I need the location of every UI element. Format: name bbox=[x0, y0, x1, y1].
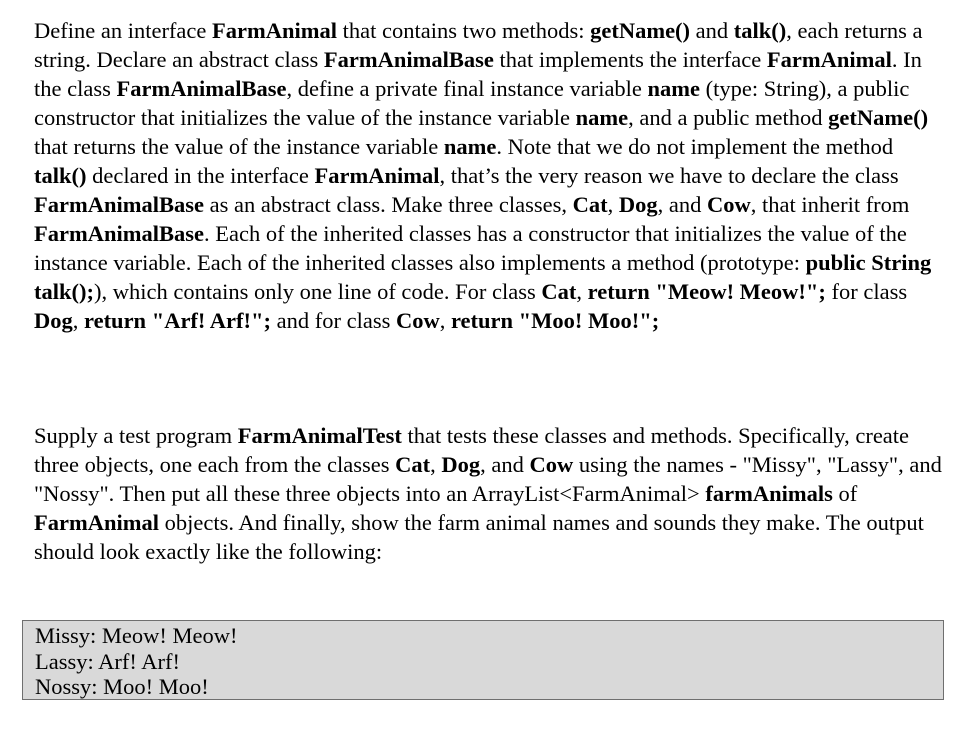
bold-text: farmAnimals bbox=[705, 481, 833, 506]
bold-text: FarmAnimalBase bbox=[116, 76, 287, 101]
bold-text: Cat bbox=[395, 452, 431, 477]
output-line: Nossy: Moo! Moo! bbox=[35, 674, 209, 699]
text: of bbox=[832, 481, 858, 506]
bold-text: name bbox=[647, 76, 701, 101]
bold-text: FarmAnimal bbox=[212, 18, 337, 43]
text: that contains two methods: bbox=[337, 18, 591, 43]
text: , that inherit from bbox=[750, 192, 910, 217]
text: , bbox=[576, 279, 588, 304]
bold-text: FarmAnimalBase bbox=[34, 221, 204, 246]
bold-text: getName() bbox=[590, 18, 691, 43]
expected-output-box bbox=[22, 620, 944, 700]
text: , and bbox=[657, 192, 707, 217]
bold-text: Dog bbox=[34, 308, 73, 333]
text: , bbox=[72, 308, 84, 333]
text: declared in the interface bbox=[86, 163, 315, 188]
text: , bbox=[439, 308, 451, 333]
output-line: Lassy: Arf! Arf! bbox=[35, 648, 180, 674]
text: and for class bbox=[271, 308, 396, 333]
bold-text: Dog bbox=[618, 192, 658, 217]
bold-text: Dog bbox=[441, 452, 481, 477]
bold-text: FarmAnimalBase bbox=[323, 47, 494, 72]
bold-text: getName() bbox=[828, 105, 929, 130]
bold-text: FarmAnimalBase bbox=[34, 192, 204, 217]
text: (type: String), a public constructor that initializes the value of the instance variable bbox=[34, 76, 910, 130]
text: , bbox=[607, 192, 619, 217]
text: that tests these classes and methods. Specifically, create three objects, one each from the classes bbox=[34, 423, 910, 477]
text: and bbox=[690, 18, 734, 43]
bold-text: Cow bbox=[395, 308, 440, 333]
bold-text: return "Meow! Meow!"; bbox=[587, 279, 826, 304]
text: objects. And finally, show the farm animal names and sounds they make. The output should look exactly like the following: bbox=[34, 510, 924, 564]
text: Supply a test program bbox=[34, 423, 238, 448]
text: . In the class bbox=[34, 47, 922, 101]
bold-text: return "Moo! Moo!"; bbox=[450, 308, 660, 333]
bold-text: return "Arf! Arf!"; bbox=[84, 308, 271, 333]
bold-text: name bbox=[575, 105, 629, 130]
text: , and bbox=[480, 452, 530, 477]
text: for class bbox=[825, 279, 908, 304]
text: using the names - "Missy", "Lassy", and "Nossy". Then put all these three objects into an ArrayList<FarmAnimal> bbox=[34, 452, 942, 506]
text: , bbox=[430, 452, 442, 477]
bold-text: Cat bbox=[541, 279, 577, 304]
text: , each returns a string. Declare an abstract class bbox=[34, 18, 923, 72]
paragraph-2 bbox=[34, 421, 944, 566]
output-line: Missy: Meow! Meow! bbox=[35, 623, 238, 648]
text: . Note that we do not implement the method bbox=[496, 134, 894, 159]
bold-text: Cow bbox=[706, 192, 751, 217]
bold-text: talk() bbox=[34, 163, 87, 188]
bold-text: FarmAnimal bbox=[34, 510, 159, 535]
text: that implements the interface bbox=[493, 47, 767, 72]
text: , that’s the very reason we have to declare the class bbox=[439, 163, 899, 188]
bold-text: talk() bbox=[733, 18, 787, 43]
text: that returns the value of the instance variable bbox=[34, 134, 444, 159]
text: as an abstract class. Make three classes, bbox=[203, 192, 573, 217]
paragraph-1 bbox=[34, 16, 944, 335]
text: Define an interface bbox=[34, 18, 213, 43]
text: , define a private final instance variable bbox=[286, 76, 648, 101]
text: , and a public method bbox=[628, 105, 829, 130]
bold-text: name bbox=[443, 134, 497, 159]
bold-text: public String talk(); bbox=[34, 250, 932, 304]
text: ), which contains only one line of code. For class bbox=[94, 279, 542, 304]
bold-text: FarmAnimal bbox=[766, 47, 892, 72]
bold-text: Cow bbox=[529, 452, 574, 477]
bold-text: FarmAnimal bbox=[314, 163, 440, 188]
text: . Each of the inherited classes has a constructor that initializes the value of the instance variable. Each of the inherited classes also implements a method (prototype: bbox=[34, 221, 907, 275]
bold-text: Cat bbox=[572, 192, 608, 217]
bold-text: FarmAnimalTest bbox=[237, 423, 402, 448]
